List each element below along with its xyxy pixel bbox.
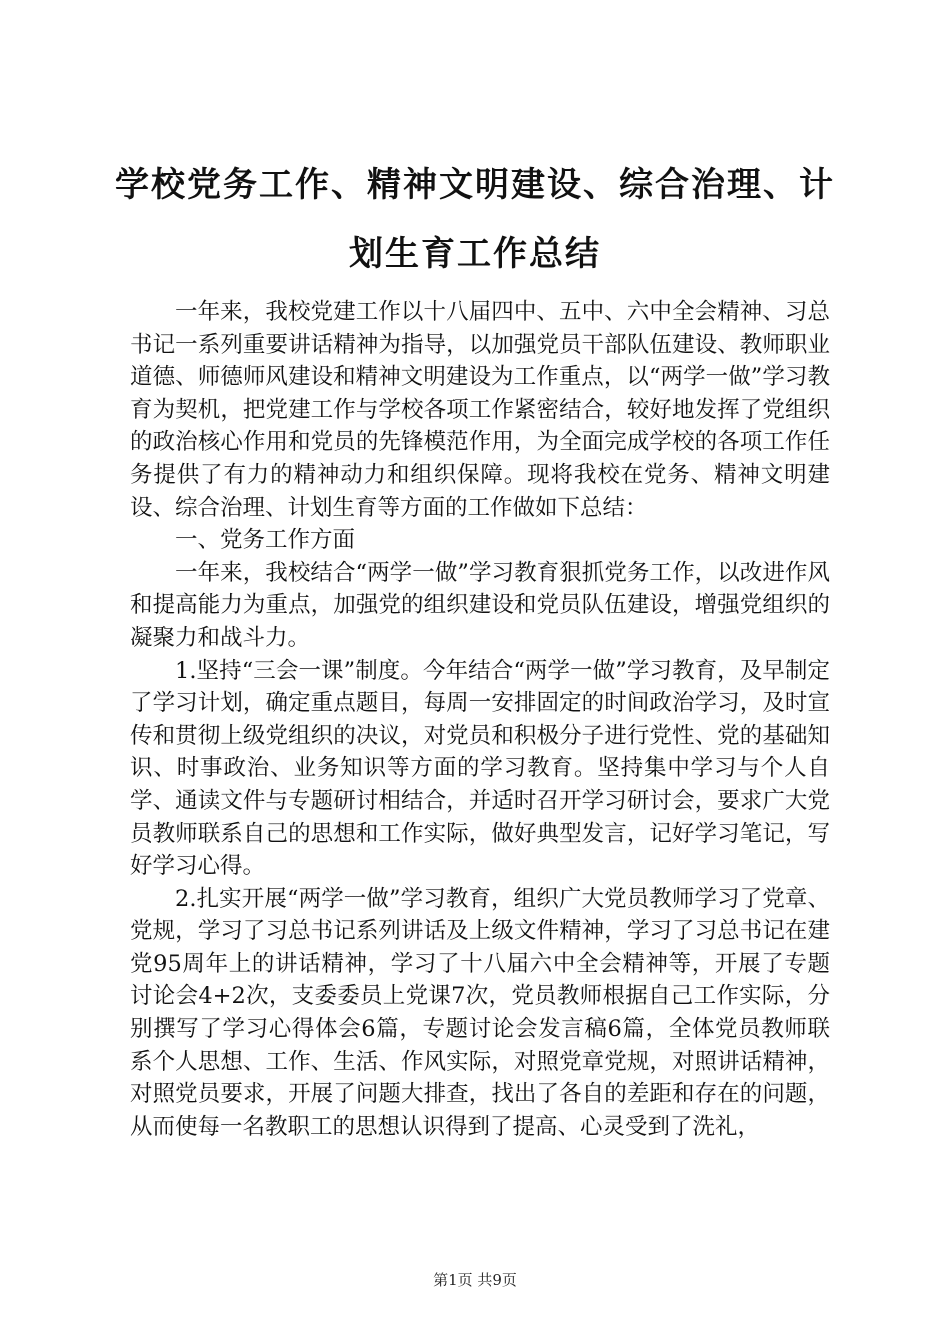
paragraph-intro: 一年来，我校党建工作以十八届四中、五中、六中全会精神、习总书记一系列重要讲话精神为指导，以加强党员干部队伍建设、教师职业道德、师德师风建设和精神文明建设为工作重点，以“两学一做”学习教育为契机，把党建工作与学校各项工作紧密结合，较好地发挥了党组织的政治核心作用和党员的先锋模范作用，为全面完成学校的各项工作任务提供了有力的精神动力和组织保障。现将我校在党务、精神文明建设、综合治理、计划生育等方面的工作做如下总结：	[130, 299, 830, 521]
paragraph-item-2: 2.扎实开展“两学一做”学习教育，组织广大党员教师学习了党章、党规，学习了习总书记系列讲话及上级文件精神，学习了习总书记在建党95周年上的讲话精神，学习了十八届六中全会精神等，开展了专题讨论会4+2次，支委委员上党课7次，党员教师根据自己工作实际，分别撰写了学习心得体会6篇，专题讨论会发言稿6篇，全体党员教师联系个人思想、工作、生活、作风实际，对照党章党规，对照讲话精神，对照党员要求，开展了问题大排查，找出了各自的差距和存在的问题，从而使每一名教职工的思想认识得到了提高、心灵受到了洗礼，	[130, 885, 830, 1140]
page-number-footer: 第1页 共9页	[433, 1271, 517, 1289]
paragraph-party-affairs-overview: 一年来，我校结合“两学一做”学习教育狠抓党务工作，以改进作风和提高能力为重点，加强党的组织建设和党员队伍建设，增强党组织的凝聚力和战斗力。	[130, 559, 830, 651]
section-heading-party-affairs: 一、党务工作方面	[175, 527, 356, 554]
document-body	[130, 296, 830, 1143]
document-title-line-2: 划生育工作总结	[349, 234, 601, 274]
paragraph-item-1: 1.坚持“三会一课”制度。今年结合“两学一做”学习教育，及早制定了学习计划，确定重点题目，每周一安排固定的时间政治学习，及时宣传和贯彻上级党组织的决议，对党员和积极分子进行党性、党的基础知识、时事政治、业务知识等方面的学习教育。坚持集中学习与个人自学、通读文件与专题研讨相结合，并适时召开学习研讨会，要求广大党员教师联系自己的思想和工作实际，做好典型发言，记好学习笔记，写好学习心得。	[130, 657, 830, 880]
document-title-line-1: 学校党务工作、精神文明建设、综合治理、计	[115, 165, 835, 205]
